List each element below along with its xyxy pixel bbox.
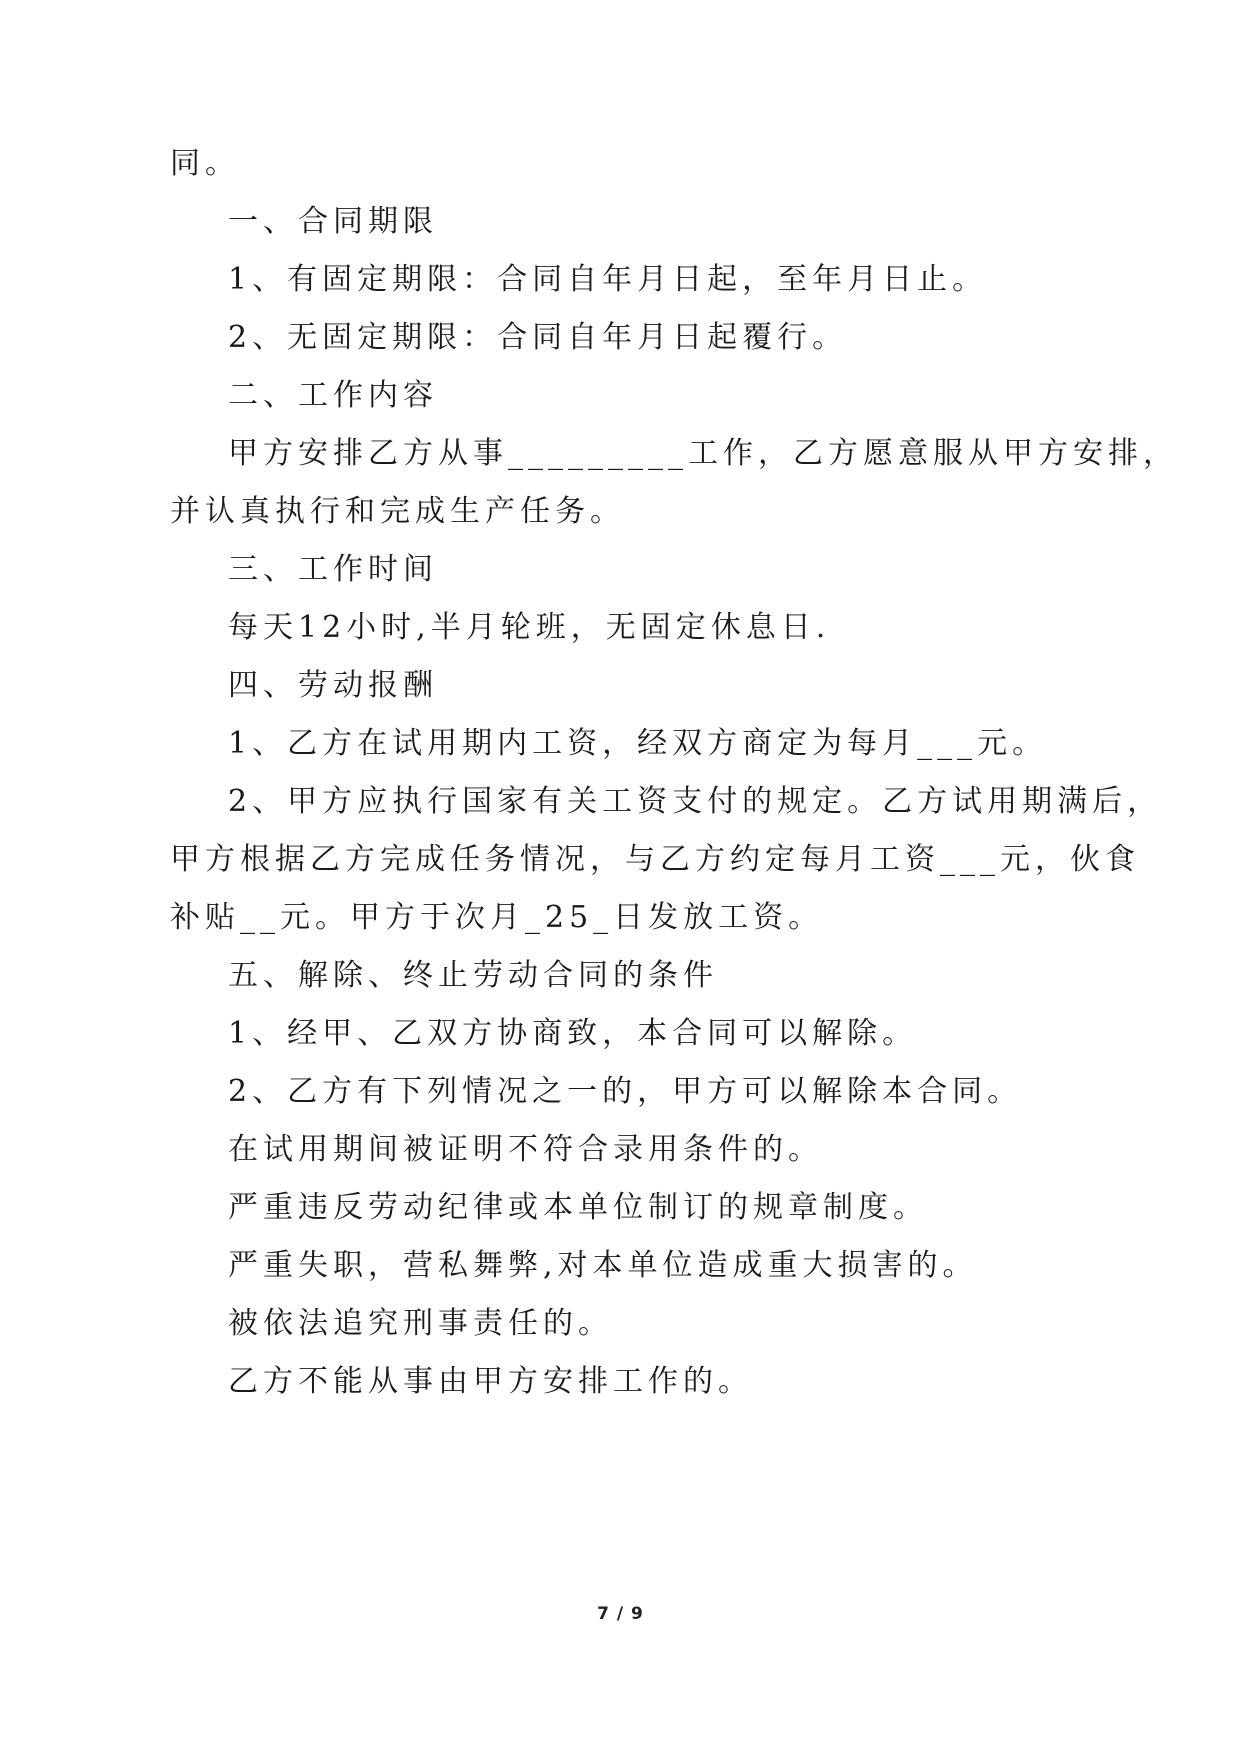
text-line: 补贴__元。甲方于次月_25_日发放工资。 bbox=[170, 900, 824, 935]
section-heading: 一、合同期限 bbox=[228, 204, 438, 239]
text-line: 每天12小时,半月轮班，无固定休息日. bbox=[228, 610, 831, 645]
text-line: 并认真执行和完成生产任务。 bbox=[170, 494, 625, 529]
text-line: 甲方根据乙方完成任务情况，与乙方约定每月工资___元，伙食 bbox=[170, 842, 1140, 877]
text-line: 2、无固定期限：合同自年月日起覆行。 bbox=[228, 320, 848, 355]
section-heading: 二、工作内容 bbox=[228, 378, 438, 413]
section-heading: 五、解除、终止劳动合同的条件 bbox=[228, 958, 718, 993]
text-line: 1、有固定期限：合同自年月日起，至年月日止。 bbox=[228, 262, 988, 297]
text-line: 同。 bbox=[170, 146, 240, 181]
text-line: 被依法追究刑事责任的。 bbox=[228, 1306, 613, 1341]
section-heading: 三、工作时间 bbox=[228, 552, 438, 587]
text-line: 2、甲方应执行国家有关工资支付的规定。乙方试用期满后， bbox=[228, 784, 1163, 819]
text-line: 乙方不能从事由甲方安排工作的。 bbox=[228, 1364, 753, 1399]
section-heading: 四、劳动报酬 bbox=[228, 668, 438, 703]
text-line: 1、乙方在试用期内工资，经双方商定为每月___元。 bbox=[228, 726, 1048, 761]
text-line: 1、经甲、乙双方协商致，本合同可以解除。 bbox=[228, 1016, 918, 1051]
page-number: 7 / 9 bbox=[597, 1604, 644, 1624]
text-line: 2、乙方有下列情况之一的，甲方可以解除本合同。 bbox=[228, 1074, 1023, 1109]
text-line: 甲方安排乙方从事_________工作，乙方愿意服从甲方安排， bbox=[228, 436, 1178, 471]
text-line: 严重失职，营私舞弊,对本单位造成重大损害的。 bbox=[228, 1248, 978, 1283]
text-line: 在试用期间被证明不符合录用条件的。 bbox=[228, 1132, 823, 1167]
text-line: 严重违反劳动纪律或本单位制订的规章制度。 bbox=[228, 1190, 928, 1225]
